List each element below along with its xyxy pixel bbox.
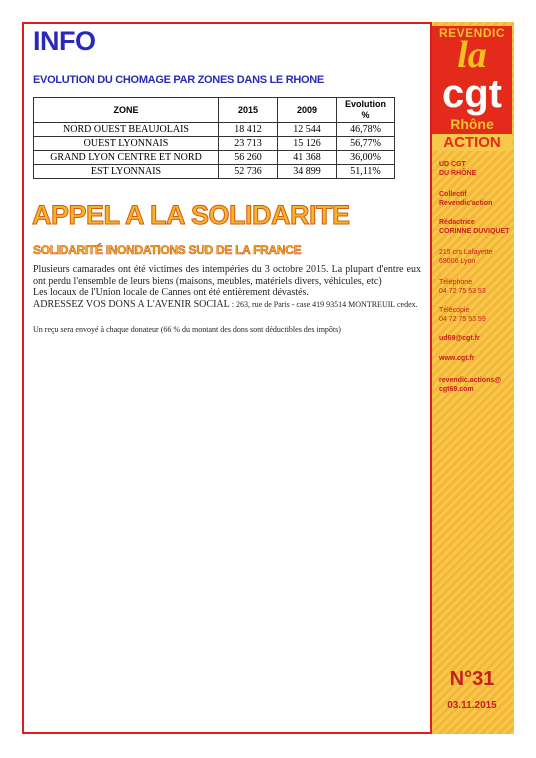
collectif-block bbox=[439, 190, 492, 208]
zone-cell: OUEST LYONNAIS bbox=[34, 137, 219, 151]
header-2009: 2009 bbox=[278, 98, 337, 123]
value-2015-cell: 52 736 bbox=[219, 165, 278, 179]
header-2015: 2015 bbox=[219, 98, 278, 123]
table-row bbox=[34, 137, 395, 151]
org-line-1: UD CGT bbox=[439, 161, 466, 168]
website-link[interactable]: www.cgt.fr bbox=[439, 355, 475, 362]
org-line-2: DU RHÔNE bbox=[439, 170, 477, 177]
section-title: EVOLUTION DU CHOMAGE PAR ZONES DANS LE RHONE bbox=[33, 74, 324, 86]
phone-block bbox=[439, 278, 486, 296]
evolution-cell: 36,00% bbox=[337, 151, 395, 165]
value-2009-cell: 41 368 bbox=[278, 151, 337, 165]
zone-cell: GRAND LYON CENTRE ET NORD bbox=[34, 151, 219, 165]
redactrice-block bbox=[439, 218, 509, 236]
email-ud69[interactable]: ud69@cgt.fr bbox=[439, 335, 480, 342]
evolution-cell: 51,11% bbox=[337, 165, 395, 179]
cgt-logo bbox=[432, 26, 512, 150]
email-revendic-line-2: cgt69.com bbox=[439, 386, 474, 393]
logo-cgt-text: cgt bbox=[442, 72, 502, 116]
value-2015-cell: 23 713 bbox=[219, 137, 278, 151]
value-2009-cell: 12 544 bbox=[278, 123, 337, 137]
appeal-subheading: SOLIDARITÉ INONDATIONS SUD DE LA FRANCE bbox=[33, 243, 302, 257]
header-evolution: Evolution % bbox=[337, 98, 395, 123]
zone-cell: EST LYONNAIS bbox=[34, 165, 219, 179]
address-block bbox=[439, 248, 493, 266]
evolution-cell: 56,77% bbox=[337, 137, 395, 151]
email-revendic[interactable] bbox=[439, 376, 501, 394]
fax-block bbox=[439, 306, 486, 324]
email-revendic-line-1: revendic.actions@ bbox=[439, 377, 502, 384]
redactrice-label: Rédactrice bbox=[439, 219, 475, 226]
address-rest: : 263, rue de Paris - case 419 93514 MONTREUIL cedex. bbox=[229, 300, 418, 309]
logo-la-text: la bbox=[457, 34, 487, 76]
address-line-1: 215 crs Lafayette bbox=[439, 249, 493, 256]
issue-date: 03.11.2015 bbox=[447, 700, 497, 711]
org-name bbox=[439, 160, 476, 178]
table-row bbox=[34, 123, 395, 137]
address-line-2: 69006 Lyon bbox=[439, 258, 476, 265]
phone-number: 04 72 75 53 53 bbox=[439, 288, 486, 295]
value-2009-cell: 34 899 bbox=[278, 165, 337, 179]
value-2015-cell: 18 412 bbox=[219, 123, 278, 137]
logo-action-text: ACTION bbox=[432, 134, 512, 151]
phone-label: Téléphone bbox=[439, 279, 473, 286]
zone-cell: NORD OUEST BEAUJOLAIS bbox=[34, 123, 219, 137]
evolution-cell: 46,78% bbox=[337, 123, 395, 137]
appeal-address bbox=[33, 299, 421, 311]
redactrice-name: CORINNE DUVIQUET bbox=[439, 228, 510, 235]
fax-number: 04 72 75 53 59 bbox=[439, 316, 486, 323]
table-row bbox=[34, 151, 395, 165]
address-lead: ADRESSEZ VOS DONS A L'AVENIR SOCIAL bbox=[33, 299, 230, 310]
table-header-row bbox=[34, 98, 395, 123]
collectif-line-2: Revendic'action bbox=[439, 200, 493, 207]
table-row bbox=[34, 165, 395, 179]
appeal-paragraph-1: Plusieurs camarades ont été victimes des intempéries du 3 octobre 2015. La plupart d'entre eux ont perdu l'ensemble de leurs biens (maisons, meubles, matériels divers, véhicules, etc) bbox=[33, 264, 421, 287]
appeal-paragraph-2: Les locaux de l'Union locale de Cannes ont été entièrement dévastés. bbox=[33, 287, 309, 298]
logo-rhone-text: Rhône bbox=[450, 116, 494, 132]
logo-revendic-text: REVENDIC bbox=[438, 26, 505, 40]
issue-number: N°31 bbox=[449, 668, 495, 690]
value-2015-cell: 56 260 bbox=[219, 151, 278, 165]
header-zone: ZONE bbox=[34, 98, 219, 123]
fax-label: Télécopie bbox=[439, 307, 470, 314]
value-2009-cell: 15 126 bbox=[278, 137, 337, 151]
unemployment-table bbox=[33, 97, 395, 179]
appeal-title: APPEL A LA SOLIDARITE bbox=[32, 200, 350, 230]
page-title: INFO bbox=[33, 26, 96, 56]
appeal-receipt: Un reçu sera envoyé à chaque donateur (66 % du montant des dons sont déductibles des impôts) bbox=[33, 325, 341, 334]
collectif-line-1: Collectif bbox=[439, 191, 467, 198]
